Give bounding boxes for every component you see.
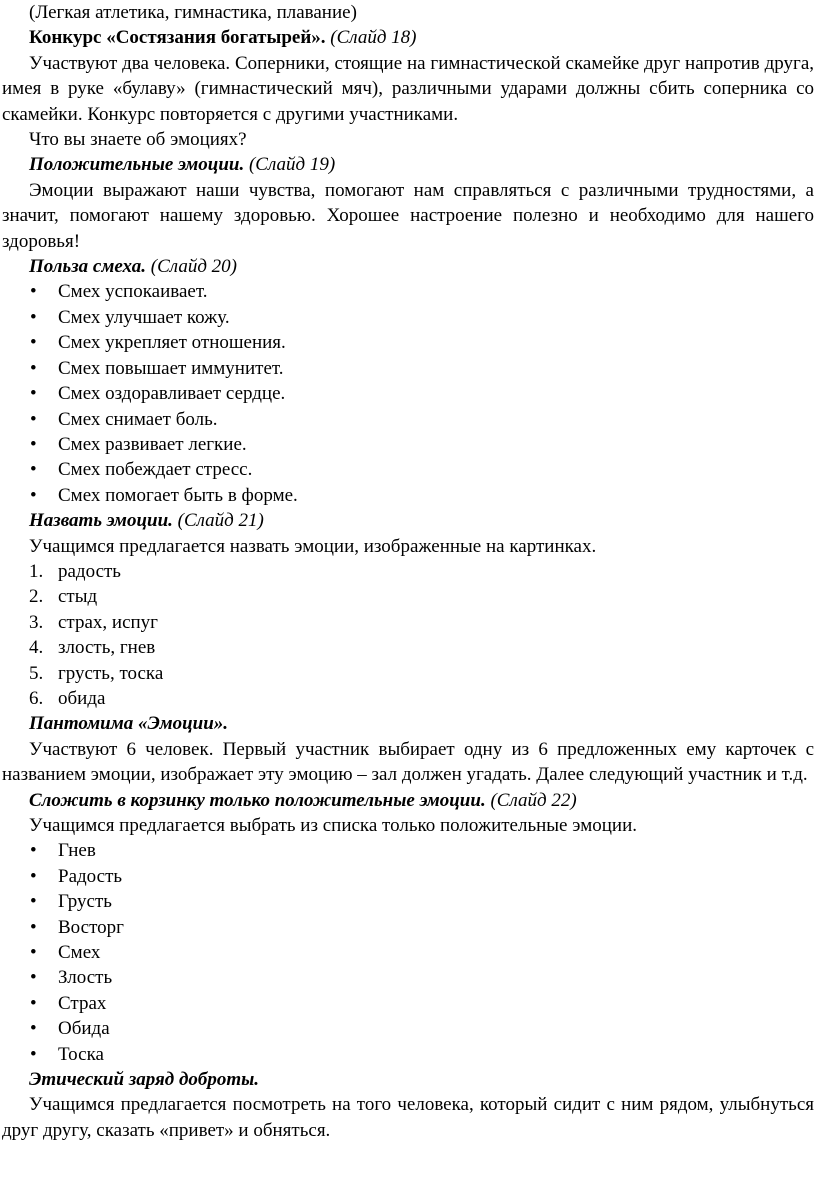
bullet-icon: • (30, 484, 37, 506)
list-item: • Смех улучшает кожу. (2, 305, 814, 330)
list-item: • Гнев (2, 838, 814, 863)
list-item: • Грусть (2, 889, 814, 914)
name-emotions-title: Назвать эмоции. (29, 510, 173, 532)
kindness-title: Этический заряд доброты. (29, 1069, 260, 1091)
emotions-numbered-list (2, 559, 814, 711)
bullet-icon: • (30, 865, 37, 887)
list-item: 6. обида (29, 687, 106, 709)
list-item: 3. страх, испуг (29, 611, 158, 633)
bullet-icon: • (30, 306, 37, 328)
list-item: • Злость (2, 965, 814, 990)
list-item: • Смех снимает боль. (2, 407, 814, 432)
list-item: • Страх (2, 991, 814, 1016)
list-item: • Смех побеждает стресс. (2, 457, 814, 482)
bullet-icon: • (30, 967, 37, 989)
contest-text: Участвуют два человека. Соперники, стоящие на гимнастической скамейке друг напротив друга, имея в руке «булаву» (гимнастический мяч), различными ударами должны сбить соперника со скамейки. Конкурс повторяется с другими участниками. (2, 52, 814, 125)
list-item: • Смех развивает легкие. (2, 432, 814, 457)
list-item: 2. стыд (29, 586, 98, 608)
list-item: • Восторг (2, 915, 814, 940)
list-item: 5. грусть, тоска (29, 662, 164, 684)
bullet-icon: • (30, 942, 37, 964)
list-item: • Смех успокаивает. (2, 279, 814, 304)
list-item: • Смех (2, 940, 814, 965)
intro-paren: (Легкая атлетика, гимнастика, плавание) (29, 2, 357, 23)
bullet-icon: • (30, 383, 37, 405)
list-item: • Обида (2, 1016, 814, 1041)
contest-title: Конкурс «Состязания богатырей». (29, 27, 326, 49)
list-item: • Смех повышает иммунитет. (2, 356, 814, 381)
bullet-icon: • (30, 357, 37, 379)
name-emotions-heading (2, 508, 814, 533)
positive-heading (2, 152, 814, 177)
basket-list (2, 838, 814, 1067)
basket-heading (2, 788, 814, 813)
bullet-icon: • (30, 916, 37, 938)
bullet-icon: • (30, 1018, 37, 1040)
name-emotions-slide: (Слайд 21) (172, 510, 264, 532)
pantomime-text: Участвуют 6 человек. Первый участник выбирает одну из 6 предложенных ему карточек с названием эмоции, изображает эту эмоцию – зал должен угадать. Далее следующий участник и т.д. (2, 738, 814, 786)
positive-text: Эмоции выражают наши чувства, помогают нам справляться с различными трудностями, а значит, помогают нашему здоровью. Хорошее настроение полезно и необходимо для нашего здоровья! (2, 179, 814, 252)
question-line: Что вы знаете об эмоциях? (29, 129, 247, 151)
bullet-icon: • (30, 408, 37, 430)
list-item: • Смех оздоравливает сердце. (2, 381, 814, 406)
positive-slide: (Слайд 19) (244, 154, 336, 176)
name-emotions-text: Учащимся предлагается назвать эмоции, изображенные на картинках. (29, 535, 597, 557)
bullet-icon: • (30, 1043, 37, 1065)
list-item: • Смех укрепляет отношения. (2, 330, 814, 355)
pantomime-heading (2, 711, 814, 736)
bullet-icon: • (30, 459, 37, 481)
laugh-list (2, 279, 814, 508)
bullet-icon: • (30, 433, 37, 455)
list-item: • Тоска (2, 1042, 814, 1067)
contest-slide: (Слайд 18) (325, 27, 417, 49)
basket-title: Сложить в корзинку только положительные эмоции. (29, 789, 486, 811)
list-item: • Смех помогает быть в форме. (2, 483, 814, 508)
bullet-icon: • (30, 332, 37, 354)
basket-text: Учащимся предлагается выбрать из списка только положительные эмоции. (29, 815, 637, 836)
bullet-icon: • (30, 992, 37, 1014)
laugh-title: Польза смеха. (29, 256, 147, 278)
kindness-text: Учащимся предлагается посмотреть на того человека, который сидит с ним рядом, улыбнуться друг другу, сказать «привет» и обняться. (2, 1094, 814, 1141)
laugh-slide: (Слайд 20) (146, 256, 238, 278)
positive-title: Положительные эмоции. (29, 154, 245, 176)
bullet-icon: • (30, 891, 37, 913)
list-item: • Радость (2, 864, 814, 889)
bullet-icon: • (30, 281, 37, 303)
list-item: 1. радость (29, 560, 121, 582)
contest-heading (2, 25, 814, 50)
pantomime-title: Пантомима «Эмоции». (29, 713, 229, 735)
list-item: 4. злость, гнев (29, 637, 156, 659)
laugh-heading (2, 254, 814, 279)
basket-slide: (Слайд 22) (485, 789, 577, 811)
bullet-icon: • (30, 840, 37, 862)
kindness-heading (2, 1067, 814, 1092)
